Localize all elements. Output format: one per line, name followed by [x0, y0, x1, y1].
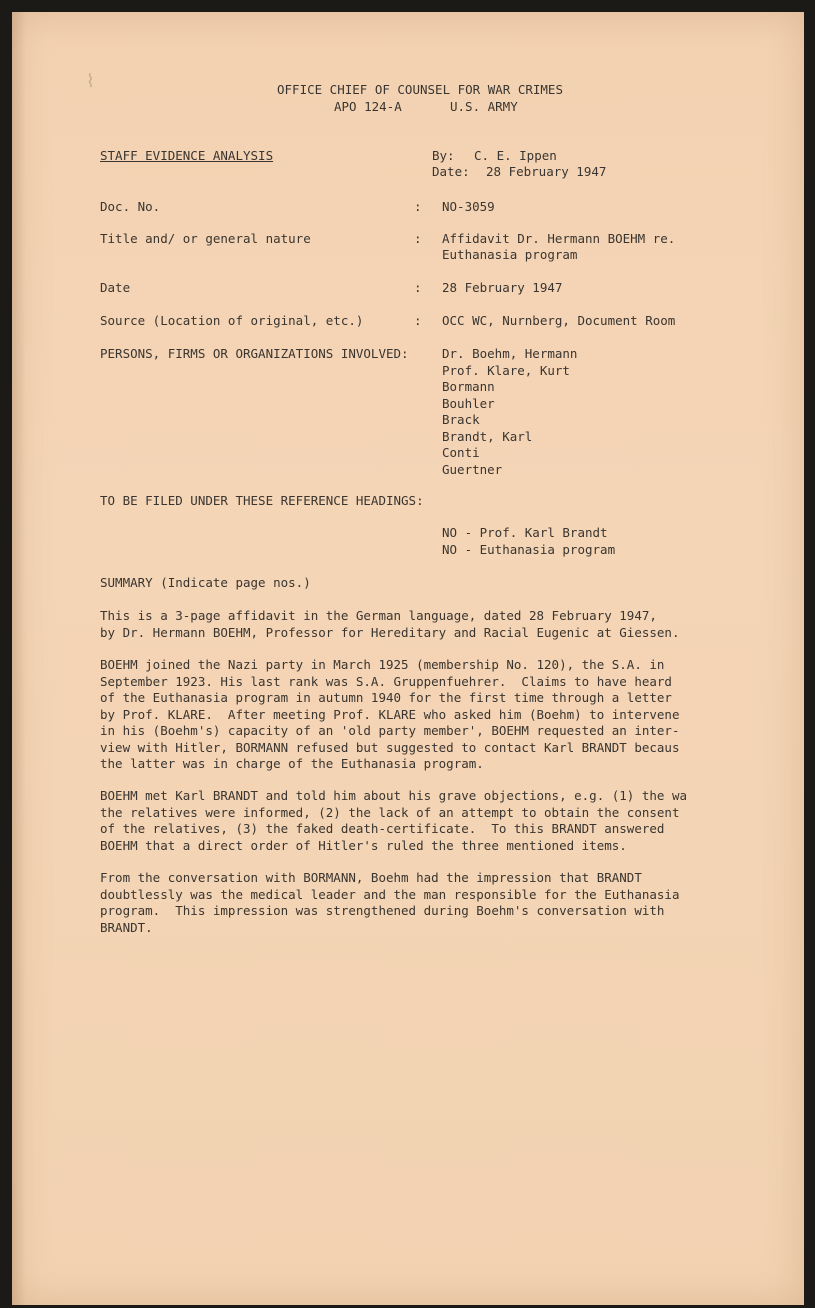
reference-label: TO BE FILED UNDER THESE REFERENCE HEADINGS:: [100, 493, 424, 508]
title-value-line2: Euthanasia program: [442, 247, 578, 262]
date-colon: :: [414, 280, 422, 295]
summary-line: by Dr. Hermann BOEHM, Professor for Hereditary and Racial Eugenic at Giessen.: [100, 624, 680, 640]
summary-line: of the relatives, (3) the faked death-certificate. To this BRANDT answered: [100, 821, 665, 836]
analysis-by-value: C. E. Ippen: [474, 148, 557, 163]
summary-paragraph-1: [100, 608, 679, 641]
summary-line: view with Hitler, BORMANN refused but suggested to contact Karl BRANDT becaus: [100, 739, 680, 755]
pencil-mark: ⌇: [86, 71, 95, 92]
date-value: 28 February 1947: [442, 280, 563, 295]
summary-line: of the Euthanasia program in autumn 1940 for the first time through a letter: [100, 690, 672, 705]
person-item: Brack: [442, 412, 480, 427]
summary-paragraph-2: [100, 657, 679, 773]
person-item: Prof. Klare, Kurt: [442, 362, 570, 378]
header-office-line: OFFICE CHIEF OF COUNSEL FOR WAR CRIMES: [277, 82, 563, 97]
doc-no-colon: :: [414, 199, 422, 214]
header-apo: APO 124-A: [334, 99, 402, 114]
analysis-by-label: By:: [432, 148, 455, 163]
summary-line: BOEHM met Karl BRANDT and told him about his grave objections, e.g. (1) the wa: [100, 788, 687, 803]
document-page: [12, 12, 804, 1305]
person-item: Dr. Boehm, Hermann: [442, 346, 578, 361]
source-value: OCC WC, Nurnberg, Document Room: [442, 313, 676, 328]
summary-paragraph-4: [100, 870, 679, 936]
summary-line: This is a 3-page affidavit in the German language, dated 28 February 1947,: [100, 608, 657, 623]
summary-line: BOEHM that a direct order of Hitler's ruled the three mentioned items.: [100, 837, 627, 853]
source-label: Source (Location of original, etc.): [100, 313, 364, 328]
analysis-date-label: Date:: [432, 164, 470, 179]
summary-line: the latter was in charge of the Euthanasia program.: [100, 756, 484, 771]
summary-line: program. This impression was strengthened during Boehm's conversation with: [100, 903, 665, 918]
header-army: U.S. ARMY: [450, 99, 518, 114]
person-item: Brandt, Karl: [442, 428, 533, 444]
reference-list: [442, 525, 615, 558]
title-value-line1: Affidavit Dr. Hermann BOEHM re.: [442, 231, 676, 246]
paper-edge-shadow: [12, 12, 26, 1305]
date-label: Date: [100, 280, 131, 295]
source-colon: :: [414, 313, 422, 328]
analysis-date-value: 28 February 1947: [486, 164, 607, 179]
reference-item: NO - Euthanasia program: [442, 541, 616, 557]
summary-line: the relatives were informed, (2) the lack of an attempt to obtain the consent: [100, 804, 680, 820]
persons-list: [442, 346, 577, 478]
summary-line: by Prof. KLARE. After meeting Prof. KLARE who asked him (Boehm) to intervene: [100, 706, 680, 722]
person-item: Guertner: [442, 461, 503, 477]
summary-line: doubtlessly was the medical leader and the man responsible for the Euthanasia: [100, 886, 680, 902]
person-item: Bouhler: [442, 395, 495, 411]
summary-line: September 1923. His last rank was S.A. Gruppenfuehrer. Claims to have heard: [100, 673, 672, 689]
reference-item: NO - Prof. Karl Brandt: [442, 525, 608, 540]
summary-line: BRANDT.: [100, 919, 153, 935]
title-label: Title and/ or general nature: [100, 231, 311, 246]
summary-label: SUMMARY (Indicate page nos.): [100, 575, 311, 590]
persons-label: PERSONS, FIRMS OR ORGANIZATIONS INVOLVED:: [100, 346, 409, 361]
summary-line: BOEHM joined the Nazi party in March 1925 (membership No. 120), the S.A. in: [100, 657, 665, 672]
doc-no-label: Doc. No.: [100, 199, 161, 214]
analysis-title: STAFF EVIDENCE ANALYSIS: [100, 148, 274, 163]
person-item: Conti: [442, 445, 480, 460]
person-item: Bormann: [442, 379, 495, 394]
summary-line: From the conversation with BORMANN, Boehm had the impression that BRANDT: [100, 870, 642, 885]
doc-no-value: NO-3059: [442, 199, 495, 214]
summary-paragraph-3: [100, 788, 687, 854]
summary-line: in his (Boehm's) capacity of an 'old party member', BOEHM requested an inter-: [100, 723, 680, 738]
title-colon: :: [414, 231, 422, 246]
